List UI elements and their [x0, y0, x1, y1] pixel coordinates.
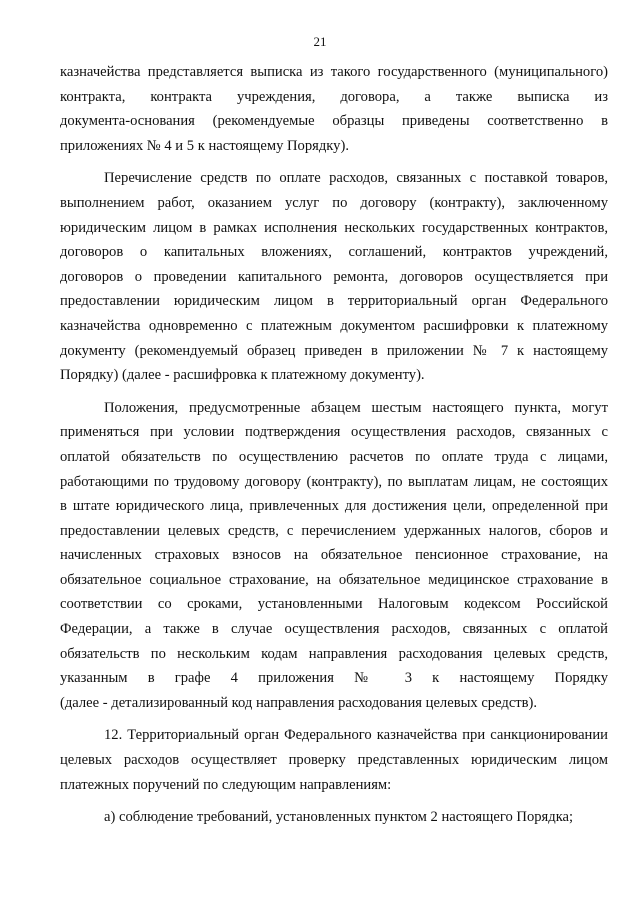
text-line: применяться при условии подтверждения осуществления расходов, связанных с — [60, 424, 608, 441]
text-line: обязательств по нескольким кодам направления расходования целевых средств, — [60, 645, 608, 662]
text-line: соответствии со сроками, установленными Налоговым кодексом Российской — [60, 596, 608, 613]
text-line: предоставлении целевых средств, с перечислением удержанных налогов, сборов и — [60, 522, 608, 539]
text-line: казначейства одновременно с платежным документом расшифровки к платежному — [60, 317, 608, 334]
text-line: (далее - детализированный код направления расходования целевых средств). — [60, 694, 538, 711]
text-line: приложениях № 4 и 5 к настоящему Порядку). — [60, 137, 349, 154]
paragraph-gap — [60, 388, 608, 396]
text-line: в штате юридического лица, привлеченных для достижения цели, определенной при — [60, 498, 608, 515]
text-line: оплатой обязательств по осуществлению расчетов по оплате труда с лицами, — [60, 448, 608, 465]
paragraph-gap — [60, 797, 608, 805]
text-line: выполнением работ, оказанием услуг по договору (контракту), заключенному — [60, 194, 608, 211]
paragraph-transfer-funds — [60, 166, 608, 387]
text-line: а) соблюдение требований, установленных пунктом 2 настоящего Порядка; — [104, 809, 574, 826]
text-line: договоров о капитальных вложениях, соглашений, контрактов учреждений, — [60, 244, 608, 261]
paragraph-provisions — [60, 396, 608, 716]
page-number: 21 — [313, 34, 327, 49]
text-line: целевых расходов осуществляет проверку представленных юридическим лицом — [60, 752, 608, 769]
text-line: Федерации, а также в случае осуществления расходов, связанных с оплатой — [60, 621, 608, 638]
text-line: Порядку) (далее - расшифровка к платежному документу). — [60, 367, 425, 384]
text-line: обязательное социальное страхование, на обязательное медицинское страхование в — [60, 571, 608, 588]
text-line: контракта, контракта учреждения, договора, а также выписка из — [60, 88, 608, 105]
paragraph-continuation — [60, 60, 608, 158]
text-line: Положения, предусмотренные абзацем шестым настоящего пункта, могут — [104, 399, 608, 416]
paragraph-subitem-a — [60, 805, 608, 830]
text-line: юридическим лицом в рамках исполнения нескольких государственных контрактов, — [60, 219, 608, 236]
paragraph-item-12 — [60, 723, 608, 797]
paragraph-gap — [60, 715, 608, 723]
text-line: начисленных страховых взносов на обязательное пенсионное страхование, на — [60, 547, 608, 564]
text-line: договоров о проведении капитального ремонта, договоров осуществляется при — [60, 268, 608, 285]
text-line: 12. Территориальный орган Федерального казначейства при санкционировании — [104, 727, 608, 744]
text-line: предоставлении юридическим лицом в территориальный орган Федерального — [60, 293, 608, 310]
text-line: работающими по трудовому договору (контракту), по выплатам лицам, не состоящих — [60, 473, 608, 490]
document-body — [60, 60, 608, 830]
text-line: документу (рекомендуемый образец приведен в приложении № 7 к настоящему — [60, 342, 608, 359]
text-line: Перечисление средств по оплате расходов, связанных с поставкой товаров, — [104, 170, 608, 187]
text-line: казначейства представляется выписка из такого государственного (муниципального) — [60, 64, 608, 80]
text-line: указанным в графе 4 приложения № 3 к настоящему Порядку — [60, 670, 608, 687]
text-line: платежных поручений по следующим направлениям: — [60, 776, 392, 793]
paragraph-gap — [60, 158, 608, 166]
text-line: документа-основания (рекомендуемые образцы приведены соответственно в — [60, 113, 608, 130]
